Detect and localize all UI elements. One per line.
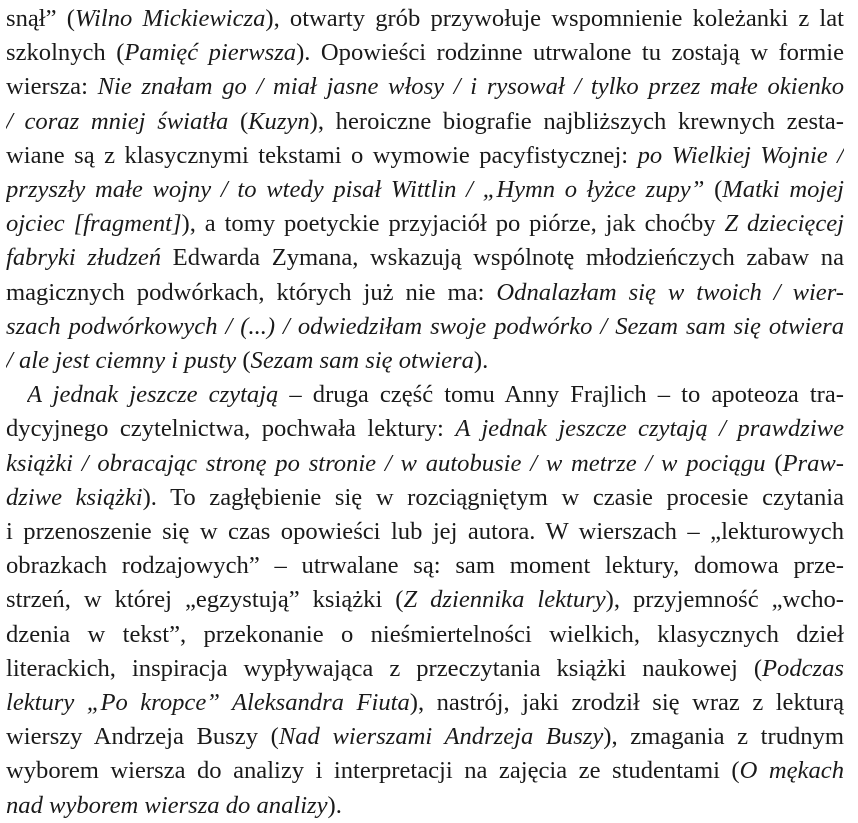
text-line xyxy=(6,139,844,173)
body-text: ( xyxy=(704,176,723,203)
body-text: Edwarda Zymana, wskazują wspólnotę młodzieńczych zabaw na xyxy=(161,244,844,272)
body-text: dzenia w tekst”, przekonanie o nieśmiertelności wielkich, klasycznych dzieł xyxy=(6,620,844,648)
text-line xyxy=(6,310,844,344)
body-text: i przenoszenie się w czas opowieści lub jej autora. W wierszach – „lekturowych xyxy=(6,518,844,545)
body-text: wierszy Andrzeja Buszy ( xyxy=(6,723,279,751)
body-text: ), a tomy poetyckie przyjaciół po piórze, jak choćby xyxy=(181,210,725,238)
text-line xyxy=(6,481,844,515)
text-line xyxy=(6,36,844,70)
text-line xyxy=(6,173,844,207)
text-line xyxy=(6,276,844,310)
text-line xyxy=(6,70,844,104)
italic-text: O mękach xyxy=(739,757,844,785)
body-text: ), zmagania z trudnym xyxy=(603,723,844,751)
text-line xyxy=(6,2,844,36)
body-text: wyborem wiersza do analizy i interpretacji na zajęcia ze studentami ( xyxy=(6,757,740,785)
italic-text: przyszły małe wojny / to wtedy pisał Wittlin / „Hymn o łyżce zupy” xyxy=(6,176,705,203)
italic-text: fabryki złudzeń xyxy=(6,244,162,272)
text-line xyxy=(6,789,844,823)
italic-text: Kuzyn xyxy=(248,107,310,135)
body-text: obrazkach rodzajowych” – utrwalane są: sam moment lektury, domowa prze- xyxy=(6,552,844,580)
text-line xyxy=(6,515,844,549)
italic-text: Matki mojej xyxy=(722,176,844,203)
body-text: snął” ( xyxy=(6,5,75,32)
italic-text: / coraz mniej światła xyxy=(6,107,229,135)
italic-text: lektury „Po kropce” Aleksandra Fiuta xyxy=(6,689,410,716)
body-text: ). xyxy=(473,347,489,374)
body-text: ), otwarty grób przywołuje wspomnienie koleżanki z lat xyxy=(265,5,844,32)
italic-text: ojciec [fragment] xyxy=(6,210,182,238)
body-text: ), nastrój, jaki zrodził się wraz z lekturą xyxy=(409,689,844,716)
italic-text: Odnalazłam się w twoich / wier- xyxy=(496,278,844,306)
italic-text: po Wielkiej Wojnie / xyxy=(637,141,844,169)
italic-text: A jednak jeszcze czytają xyxy=(27,381,279,409)
body-text: dycyjnego czytelnictwa, pochwała lektury: xyxy=(6,415,456,443)
italic-text: nad wyborem wiersza do analizy xyxy=(6,791,328,819)
body-text: ( xyxy=(236,347,251,374)
text-line xyxy=(6,207,844,241)
italic-text: szach podwórkowych / (...) / odwiedziłam swoje podwórko / Sezam sam się otwiera xyxy=(6,312,844,340)
text-line xyxy=(6,549,844,583)
text-line xyxy=(6,105,844,139)
body-text: wiersza: xyxy=(6,73,98,101)
body-text: magicznych podwórkach, których już nie ma: xyxy=(6,278,497,306)
italic-text: Podczas xyxy=(762,654,844,682)
body-text: ( xyxy=(228,107,249,135)
body-text: strzeń, w której „egzystują” książki ( xyxy=(6,586,404,614)
italic-text: Nad wierszami Andrzeja Buszy xyxy=(278,723,604,751)
italic-text: Z dziennika lektury xyxy=(403,586,606,614)
text-line xyxy=(6,754,844,788)
text-line xyxy=(6,652,844,686)
italic-text: Pamięć pierwsza xyxy=(124,39,297,67)
italic-text: / ale jest ciemny i pusty xyxy=(6,347,237,374)
italic-text: Nie znałam go / miał jasne włosy / i rysował / tylko przez małe okienko xyxy=(97,73,844,101)
body-text: ), przyjemność „wcho- xyxy=(605,586,844,614)
italic-text: książki / obracając stronę po stronie / w autobusie / w metrze / w pociągu xyxy=(6,449,766,477)
text-line xyxy=(6,618,844,652)
italic-text: Sezam sam się otwiera xyxy=(250,347,474,374)
text-line xyxy=(6,344,844,378)
text-line xyxy=(6,447,844,481)
text-line xyxy=(27,378,844,412)
body-text: ( xyxy=(765,449,783,477)
body-text: ), heroiczne biografie najbliższych krewnych zesta- xyxy=(309,107,844,135)
italic-text: Z dziecięcej xyxy=(724,210,844,238)
body-text: literackich, inspiracja wypływająca z przeczytania książki naukowej ( xyxy=(6,654,763,682)
body-text: ). Opowieści rodzinne utrwalone tu zostają w formie xyxy=(296,39,844,67)
body-text: ). xyxy=(327,791,342,819)
text-line xyxy=(6,412,844,446)
body-text: ). To zagłębienie się w rozciągniętym w czasie procesie czytania xyxy=(142,483,844,511)
text-line xyxy=(6,583,844,617)
italic-text: Praw- xyxy=(782,449,844,477)
body-text: wiane są z klasycznymi tekstami o wymowie pacyfistycznej: xyxy=(6,141,638,169)
italic-text: dziwe książki xyxy=(6,483,143,511)
text-line xyxy=(6,720,844,754)
italic-text: A jednak jeszcze czytają / prawdziwe xyxy=(455,415,844,443)
italic-text: Wilno Mickiewicza xyxy=(74,5,266,32)
body-text: – druga część tomu Anny Frajlich – to apoteoza tra- xyxy=(278,381,844,409)
text-line xyxy=(6,686,844,720)
body-text: szkolnych ( xyxy=(6,39,125,67)
text-line xyxy=(6,241,844,275)
